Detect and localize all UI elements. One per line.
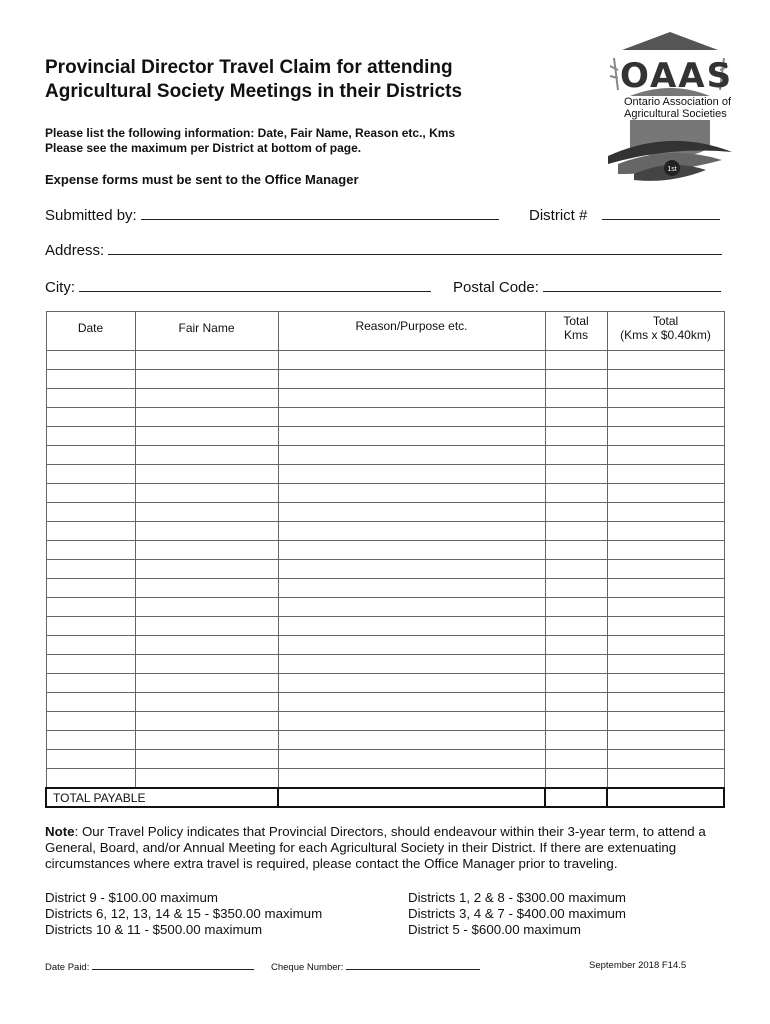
total-amount-cell[interactable]	[607, 389, 724, 408]
date-cell[interactable]	[46, 351, 135, 370]
form-id: September 2018 F14.5	[589, 960, 687, 971]
expense-notice: Expense forms must be sent to the Office Manager	[45, 172, 359, 187]
reason-cell[interactable]	[278, 693, 545, 712]
claim-rows	[46, 351, 724, 789]
total-kms-cell[interactable]	[545, 484, 607, 503]
table-row	[46, 427, 724, 446]
total-amount-cell[interactable]	[607, 484, 724, 503]
fair-name-cell[interactable]	[135, 579, 278, 598]
fair-name-cell[interactable]	[135, 674, 278, 693]
district-max-item: Districts 6, 12, 13, 14 & 15 - $350.00 maximum	[45, 906, 323, 921]
total-kms-cell[interactable]	[545, 503, 607, 522]
total-kms-cell[interactable]	[545, 731, 607, 750]
date-cell[interactable]	[46, 636, 135, 655]
header-total-amount-line-1: Total	[652, 314, 679, 328]
title-line-2: Agricultural Society Meetings in their Districts	[45, 81, 463, 102]
total-kms-cell[interactable]	[545, 560, 607, 579]
fair-name-cell[interactable]	[135, 617, 278, 636]
total-amount-cell[interactable]	[607, 750, 724, 769]
fair-name-cell[interactable]	[135, 370, 278, 389]
date-cell[interactable]	[46, 674, 135, 693]
date-cell[interactable]	[46, 484, 135, 503]
fair-name-cell[interactable]	[135, 636, 278, 655]
total-kms-cell[interactable]	[545, 351, 607, 370]
district-max-item: District 5 - $600.00 maximum	[408, 922, 581, 937]
city-label: City:	[45, 279, 75, 296]
table-row	[46, 731, 724, 750]
fair-name-cell[interactable]	[135, 408, 278, 427]
total-payable-cell[interactable]	[278, 788, 545, 807]
header-total-kms	[545, 312, 607, 351]
total-kms-cell[interactable]	[545, 446, 607, 465]
table-row	[46, 351, 724, 370]
total-payable-row	[46, 788, 724, 807]
city-line[interactable]	[79, 277, 431, 292]
header-total-kms-line-2: Kms	[564, 328, 588, 342]
reason-cell[interactable]	[278, 769, 545, 789]
note-text: : Our Travel Policy indicates that Provincial Directors, should endeavour within their 3-year term, to attend a General, Board, and/or Annual Meeting for each Agricultural Society in their District. If there are extenuating circumstances where extra travel is required, please contact the Office Manager prior to traveling.	[45, 824, 706, 871]
total-kms-cell[interactable]	[545, 408, 607, 427]
table-row	[46, 750, 724, 769]
table-header-row	[46, 312, 724, 351]
postal-code-field[interactable]	[453, 277, 721, 297]
reason-cell[interactable]	[278, 446, 545, 465]
table-row	[46, 769, 724, 789]
reason-cell[interactable]	[278, 541, 545, 560]
logo-seal: 1st	[667, 166, 677, 173]
date-cell[interactable]	[46, 389, 135, 408]
date-cell[interactable]	[46, 693, 135, 712]
table-row	[46, 693, 724, 712]
fair-name-cell[interactable]	[135, 655, 278, 674]
instructions	[45, 126, 455, 156]
total-kms-cell[interactable]	[545, 636, 607, 655]
logo-text-line-1: Ontario Association of	[624, 96, 732, 108]
table-row	[46, 389, 724, 408]
total-kms-cell[interactable]	[545, 674, 607, 693]
date-cell[interactable]	[46, 655, 135, 674]
date-cell[interactable]	[46, 427, 135, 446]
total-amount-cell[interactable]	[607, 427, 724, 446]
fair-name-cell[interactable]	[135, 484, 278, 503]
header-total-amount	[607, 312, 724, 351]
reason-cell[interactable]	[278, 465, 545, 484]
table-row	[46, 598, 724, 617]
table-row	[46, 655, 724, 674]
total-amount-cell[interactable]	[607, 465, 724, 484]
reason-cell[interactable]	[278, 484, 545, 503]
fair-name-cell[interactable]	[135, 465, 278, 484]
total-kms-cell[interactable]	[545, 522, 607, 541]
address-line[interactable]	[108, 240, 722, 255]
total-amount-cell[interactable]	[607, 560, 724, 579]
district-max-item: District 9 - $100.00 maximum	[45, 890, 218, 905]
reason-cell[interactable]	[278, 351, 545, 370]
total-kms-cell[interactable]	[545, 617, 607, 636]
header-total-kms-line-1: Total	[563, 314, 589, 328]
fair-name-cell[interactable]	[135, 693, 278, 712]
fair-name-cell[interactable]	[135, 522, 278, 541]
district-maximums-left	[45, 890, 322, 938]
table-row	[46, 446, 724, 465]
postal-code-label: Postal Code:	[453, 279, 539, 296]
header-reason: Reason/Purpose etc.	[278, 312, 545, 351]
total-amount-cell[interactable]	[607, 598, 724, 617]
total-kms-cell[interactable]	[545, 427, 607, 446]
header-date: Date	[46, 312, 135, 351]
date-cell[interactable]	[46, 541, 135, 560]
cheque-number-field[interactable]	[271, 960, 480, 973]
fair-name-cell[interactable]	[135, 750, 278, 769]
note-label: Note	[45, 824, 75, 839]
total-amount-cell[interactable]	[607, 579, 724, 598]
fair-name-cell[interactable]	[135, 598, 278, 617]
total-kms-cell[interactable]	[545, 769, 607, 789]
travel-policy-note	[45, 824, 727, 872]
total-kms-cell[interactable]	[545, 788, 607, 807]
reason-cell[interactable]	[278, 712, 545, 731]
table-row	[46, 674, 724, 693]
reason-cell[interactable]	[278, 522, 545, 541]
fair-name-cell[interactable]	[135, 446, 278, 465]
fair-name-cell[interactable]	[135, 351, 278, 370]
total-kms-cell[interactable]	[545, 541, 607, 560]
total-amount-cell[interactable]	[607, 503, 724, 522]
reason-cell[interactable]	[278, 503, 545, 522]
date-paid-label: Date Paid:	[45, 962, 90, 973]
table-row	[46, 560, 724, 579]
total-amount-cell[interactable]	[607, 769, 724, 789]
date-cell[interactable]	[46, 731, 135, 750]
logo-text-line-2: Agricultural Societies	[624, 108, 727, 120]
total-kms-cell[interactable]	[545, 465, 607, 484]
date-cell[interactable]	[46, 712, 135, 731]
table-row	[46, 617, 724, 636]
reason-cell[interactable]	[278, 579, 545, 598]
total-amount-cell[interactable]	[607, 351, 724, 370]
total-amount-cell[interactable]	[607, 712, 724, 731]
total-amount-cell[interactable]	[607, 788, 724, 807]
date-paid-line[interactable]	[92, 960, 254, 970]
total-amount-cell[interactable]	[607, 731, 724, 750]
cheque-number-line[interactable]	[346, 960, 480, 970]
instruction-line-1: Please list the following information: Date, Fair Name, Reason etc., Kms	[45, 126, 456, 140]
table-row	[46, 522, 724, 541]
date-cell[interactable]	[46, 769, 135, 789]
oaas-logo	[600, 28, 740, 190]
fair-name-cell[interactable]	[135, 712, 278, 731]
total-amount-cell[interactable]	[607, 370, 724, 389]
fair-name-cell[interactable]	[135, 731, 278, 750]
reason-cell[interactable]	[278, 427, 545, 446]
date-cell[interactable]	[46, 598, 135, 617]
date-paid-field[interactable]	[45, 960, 254, 973]
total-kms-cell[interactable]	[545, 370, 607, 389]
logo-letters: OAAS	[620, 56, 734, 96]
district-field[interactable]	[529, 205, 720, 225]
table-row	[46, 503, 724, 522]
fair-name-cell[interactable]	[135, 769, 278, 789]
table-row	[46, 636, 724, 655]
reason-cell[interactable]	[278, 731, 545, 750]
total-amount-cell[interactable]	[607, 522, 724, 541]
total-kms-cell[interactable]	[545, 693, 607, 712]
date-cell[interactable]	[46, 408, 135, 427]
date-cell[interactable]	[46, 617, 135, 636]
address-field[interactable]	[45, 240, 722, 260]
reason-cell[interactable]	[278, 750, 545, 769]
table-row	[46, 484, 724, 503]
table-row	[46, 579, 724, 598]
date-cell[interactable]	[46, 579, 135, 598]
total-kms-cell[interactable]	[545, 598, 607, 617]
district-max-item: Districts 1, 2 & 8 - $300.00 maximum	[408, 890, 626, 905]
total-kms-cell[interactable]	[545, 389, 607, 408]
reason-cell[interactable]	[278, 674, 545, 693]
header-fair-name: Fair Name	[135, 312, 278, 351]
date-cell[interactable]	[46, 465, 135, 484]
district-max-item: Districts 10 & 11 - $500.00 maximum	[45, 922, 263, 937]
date-cell[interactable]	[46, 560, 135, 579]
total-amount-cell[interactable]	[607, 636, 724, 655]
logo-text	[622, 96, 733, 120]
fair-name-cell[interactable]	[135, 541, 278, 560]
reason-cell[interactable]	[278, 389, 545, 408]
total-kms-cell[interactable]	[545, 579, 607, 598]
submitted-by-line[interactable]	[141, 205, 499, 220]
total-amount-cell[interactable]	[607, 693, 724, 712]
travel-claim-table	[45, 311, 725, 808]
district-label: District #	[529, 207, 588, 224]
fair-name-cell[interactable]	[135, 503, 278, 522]
submitted-by-label: Submitted by:	[45, 207, 137, 224]
total-amount-cell[interactable]	[607, 674, 724, 693]
reason-cell[interactable]	[278, 598, 545, 617]
fair-name-cell[interactable]	[135, 389, 278, 408]
instruction-line-2: Please see the maximum per District at bottom of page.	[45, 141, 362, 155]
reason-cell[interactable]	[278, 560, 545, 579]
total-kms-cell[interactable]	[545, 655, 607, 674]
fair-name-cell[interactable]	[135, 560, 278, 579]
address-label: Address:	[45, 242, 105, 259]
district-maximums-right	[408, 890, 626, 938]
date-cell[interactable]	[46, 522, 135, 541]
cheque-number-label: Cheque Number:	[271, 962, 344, 973]
fair-name-cell[interactable]	[135, 427, 278, 446]
header-total-amount-line-2: (Kms x $0.40km)	[620, 328, 711, 342]
district-max-item: Districts 3, 4 & 7 - $400.00 maximum	[408, 906, 626, 921]
table-row	[46, 408, 724, 427]
total-amount-cell[interactable]	[607, 446, 724, 465]
reason-cell[interactable]	[278, 655, 545, 674]
city-field[interactable]	[45, 277, 431, 297]
table-row	[46, 712, 724, 731]
table-row	[46, 541, 724, 560]
date-cell[interactable]	[46, 446, 135, 465]
date-cell[interactable]	[46, 750, 135, 769]
total-amount-cell[interactable]	[607, 408, 724, 427]
district-line[interactable]	[602, 205, 720, 220]
reason-cell[interactable]	[278, 370, 545, 389]
date-cell[interactable]	[46, 503, 135, 522]
postal-code-line[interactable]	[543, 277, 721, 292]
total-amount-cell[interactable]	[607, 655, 724, 674]
date-cell[interactable]	[46, 370, 135, 389]
title-line-1: Provincial Director Travel Claim for attending	[45, 57, 453, 78]
total-kms-cell[interactable]	[545, 712, 607, 731]
total-kms-cell[interactable]	[545, 750, 607, 769]
total-amount-cell[interactable]	[607, 617, 724, 636]
reason-cell[interactable]	[278, 408, 545, 427]
table-row	[46, 370, 724, 389]
total-amount-cell[interactable]	[607, 541, 724, 560]
total-payable-label: TOTAL PAYABLE	[46, 788, 278, 807]
reason-cell[interactable]	[278, 636, 545, 655]
submitted-by-field[interactable]	[45, 205, 499, 225]
form-title	[45, 56, 462, 104]
table-row	[46, 465, 724, 484]
reason-cell[interactable]	[278, 617, 545, 636]
